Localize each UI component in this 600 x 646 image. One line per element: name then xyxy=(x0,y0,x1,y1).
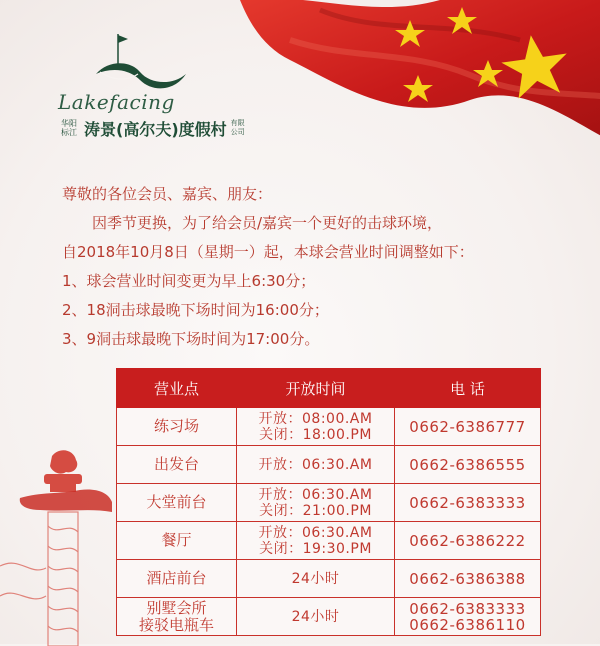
hours-line: 开放：06:30.AM xyxy=(258,524,373,541)
logo-suffix xyxy=(231,119,249,137)
cell-location: 餐厅 xyxy=(117,522,237,560)
hours-line: 开放：08:00.AM xyxy=(258,410,373,427)
notice-line: 自2018年10月8日（星期一）起，本球会营业时间调整如下： xyxy=(62,243,474,261)
notice-greeting: 尊敬的各位会员、嘉宾、朋友： xyxy=(62,185,273,203)
table-row xyxy=(117,522,541,560)
cell-location: 练习场 xyxy=(117,408,237,446)
cell-location: 大堂前台 xyxy=(117,484,237,522)
logo-prefix-line: 华阳 xyxy=(61,119,77,128)
logo-brand-cn xyxy=(58,117,249,139)
phone-line: 0662-6386110 xyxy=(409,615,526,634)
table-row xyxy=(117,408,541,446)
golf-flag-logo-icon xyxy=(68,32,208,96)
notice-item: 1、球会营业时间变更为早上6:30分； xyxy=(62,272,316,290)
header-phone: 电 话 xyxy=(395,369,541,408)
cell-location xyxy=(117,598,237,636)
table-header-row xyxy=(117,369,541,408)
logo-suffix-line: 公司 xyxy=(230,128,245,136)
header-location: 营业点 xyxy=(117,369,237,408)
location-line: 别墅会所 xyxy=(146,598,207,617)
cell-hours xyxy=(237,598,395,636)
cell-hours xyxy=(237,522,395,560)
cell-phone: 0662-6386777 xyxy=(395,408,541,446)
table-row xyxy=(117,446,541,484)
hours-line: 关闭：18:00.PM xyxy=(259,426,372,443)
table-row xyxy=(117,598,541,636)
cell-location: 酒店前台 xyxy=(117,560,237,598)
logo-brand-en: Lakefacing xyxy=(58,90,175,114)
cell-phone: 0662-6386555 xyxy=(395,446,541,484)
notice-item: 3、9洞击球最晚下场时间为17:00分。 xyxy=(62,330,320,348)
chinese-flag-icon xyxy=(230,0,600,150)
notice-line: 因季节更换，为了给会员/嘉宾一个更好的击球环境， xyxy=(92,214,443,232)
hours-line: 关闭：19:30.PM xyxy=(259,540,372,557)
cell-phone: 0662-6386388 xyxy=(395,560,541,598)
header-hours: 开放时间 xyxy=(237,369,395,408)
hours-line: 24小时 xyxy=(291,608,340,625)
hours-line: 24小时 xyxy=(291,570,340,587)
notice-item: 2、18洞击球最晚下场时间为16:00分； xyxy=(62,301,329,319)
cell-hours xyxy=(237,446,395,484)
cell-hours xyxy=(237,560,395,598)
cell-hours xyxy=(237,484,395,522)
hours-line: 开放：06:30.AM xyxy=(258,456,373,473)
location-line: 接驳电瓶车 xyxy=(138,615,214,634)
cell-phone: 0662-6383333 xyxy=(395,484,541,522)
hours-table xyxy=(116,368,541,636)
logo-prefix-line: 标江 xyxy=(61,128,77,137)
cell-location: 出发台 xyxy=(117,446,237,484)
hours-line: 关闭：21:00.PM xyxy=(259,502,372,519)
table-row xyxy=(117,484,541,522)
table-row xyxy=(117,560,541,598)
logo-prefix xyxy=(58,119,80,137)
phone-line: 0662-6383333 xyxy=(409,599,526,618)
logo-suffix-line: 有限 xyxy=(230,119,245,127)
hours-line: 开放：06:30.AM xyxy=(258,486,373,503)
huabiao-column-icon xyxy=(0,446,120,646)
cell-hours xyxy=(237,408,395,446)
cell-phone xyxy=(395,598,541,636)
notice-body xyxy=(62,180,582,354)
cell-phone: 0662-6386222 xyxy=(395,522,541,560)
logo-name-cn: 涛景(高尔夫)度假村 xyxy=(84,119,227,139)
